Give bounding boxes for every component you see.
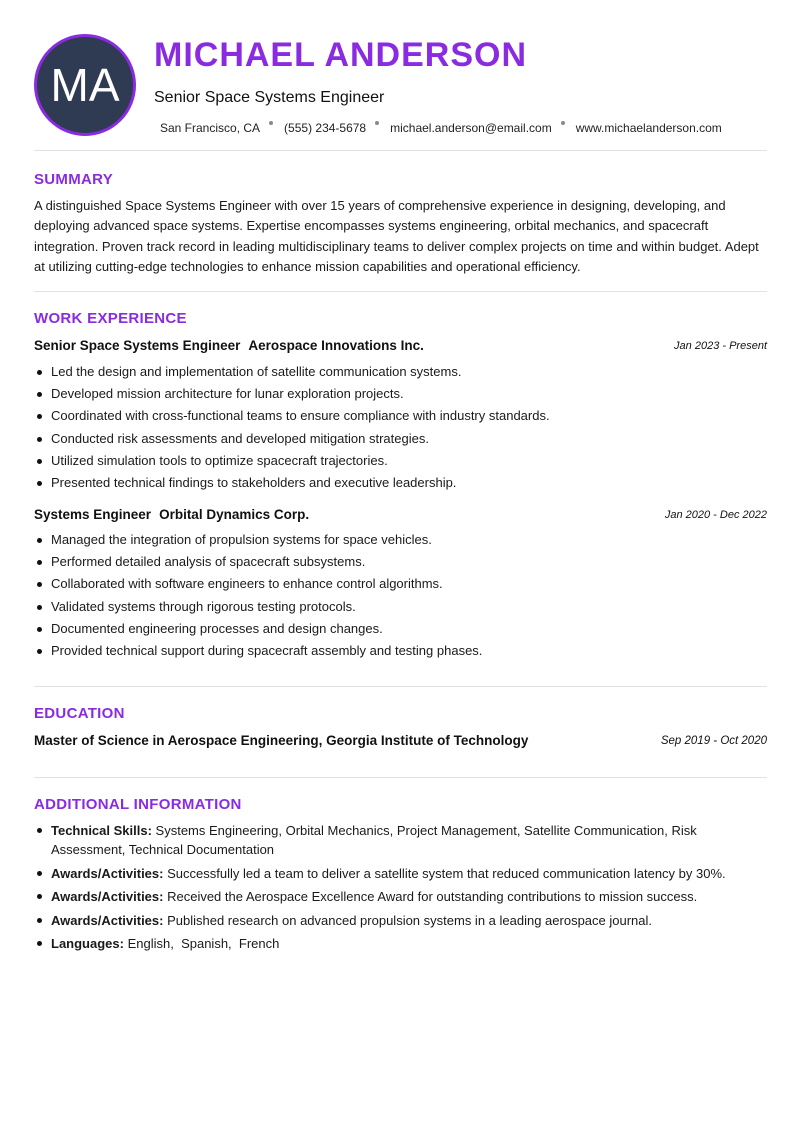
list-item: Managed the integration of propulsion systems for space vehicles. [34, 529, 767, 551]
education-degree: Master of Science in Aerospace Engineering, Georgia Institute of Technology [34, 733, 529, 748]
education-entry [34, 733, 767, 751]
additional-info-heading: ADDITIONAL INFORMATION [34, 796, 242, 813]
list-item: Collaborated with software engineers to enhance control algorithms. [34, 573, 767, 595]
item-text: Received the Aerospace Excellence Award for outstanding contributions to mission success. [167, 889, 698, 904]
contact-line [160, 121, 722, 135]
job-title: Senior Space Systems Engineer [154, 89, 385, 106]
list-item: Coordinated with cross-functional teams to ensure compliance with industry standards. [34, 405, 767, 427]
job-header [34, 338, 767, 356]
job-bullets [34, 361, 767, 494]
separator-dot [375, 121, 379, 125]
list-item [34, 911, 754, 930]
contact-email[interactable]: michael.anderson@email.com [390, 121, 552, 135]
work-experience-heading: WORK EXPERIENCE [34, 310, 187, 327]
list-item [34, 887, 754, 906]
item-text: English, Spanish, French [127, 936, 280, 951]
education-dates: Sep 2019 - Oct 2020 [660, 735, 767, 747]
job-bullets [34, 529, 767, 662]
divider [34, 686, 767, 687]
divider [34, 291, 767, 292]
list-item: Utilized simulation tools to optimize spacecraft trajectories. [34, 450, 767, 472]
list-item: Documented engineering processes and design changes. [34, 618, 767, 640]
summary-text: A distinguished Space Systems Engineer with over 15 years of comprehensive experience in designing, developing, and deploying advanced space systems. Expertise encompasses systems engineering, orbital mechanics, and spacecraft integration. Proven track record in leading multidisciplinary teams to deliver complex projects on time and within budget. Adept at utilizing cutting-edge technologies to enhance mission capabilities and operational efficiency. [34, 198, 759, 274]
item-label: Awards/Activities: [51, 865, 164, 881]
separator-dot [561, 121, 565, 125]
candidate-name: MICHAEL ANDERSON [154, 36, 528, 74]
job-header [34, 507, 767, 525]
job-dates: Jan 2020 - Dec 2022 [664, 509, 767, 521]
job-dates: Jan 2023 - Present [674, 340, 767, 352]
item-text: Successfully led a team to deliver a satellite system that reduced communication latency by 30%. [167, 865, 726, 881]
job-company: Orbital Dynamics Corp. [159, 507, 310, 522]
list-item: Performed detailed analysis of spacecraft subsystems. [34, 551, 767, 573]
avatar [34, 34, 136, 136]
list-item [34, 864, 754, 883]
list-item: Developed mission architecture for lunar exploration projects. [34, 383, 767, 405]
contact-website[interactable]: www.michaelanderson.com [575, 121, 722, 135]
separator-dot [269, 121, 273, 125]
additional-info-list [34, 821, 754, 958]
item-label: Awards/Activities: [51, 912, 164, 928]
list-item [34, 821, 754, 859]
summary-heading: SUMMARY [34, 171, 114, 188]
item-label: Technical Skills: [51, 823, 152, 838]
list-item: Led the design and implementation of satellite communication systems. [34, 361, 767, 383]
item-label: Awards/Activities: [51, 889, 164, 904]
contact-phone: (555) 234-5678 [284, 121, 367, 135]
list-item: Validated systems through rigorous testing protocols. [34, 596, 767, 618]
list-item: Presented technical findings to stakeholders and executive leadership. [34, 472, 767, 494]
contact-location: San Francisco, CA [160, 121, 261, 135]
job-role: Systems Engineer [34, 507, 152, 522]
avatar-initials: MA [50, 59, 120, 111]
list-item [34, 934, 754, 953]
item-label: Languages: [51, 936, 124, 951]
job-role: Senior Space Systems Engineer [34, 338, 241, 353]
job-company: Aerospace Innovations Inc. [248, 338, 424, 353]
education-heading: EDUCATION [34, 705, 125, 722]
item-text: Systems Engineering, Orbital Mechanics, Project Management, Satellite Communication, Risk Assessment, Technical Documentation [51, 823, 697, 857]
divider [34, 150, 767, 151]
list-item: Provided technical support during spacecraft assembly and testing phases. [34, 640, 767, 662]
list-item: Conducted risk assessments and developed mitigation strategies. [34, 428, 767, 450]
divider [34, 777, 767, 778]
item-text: Published research on advanced propulsion systems in a leading aerospace journal. [167, 912, 653, 928]
